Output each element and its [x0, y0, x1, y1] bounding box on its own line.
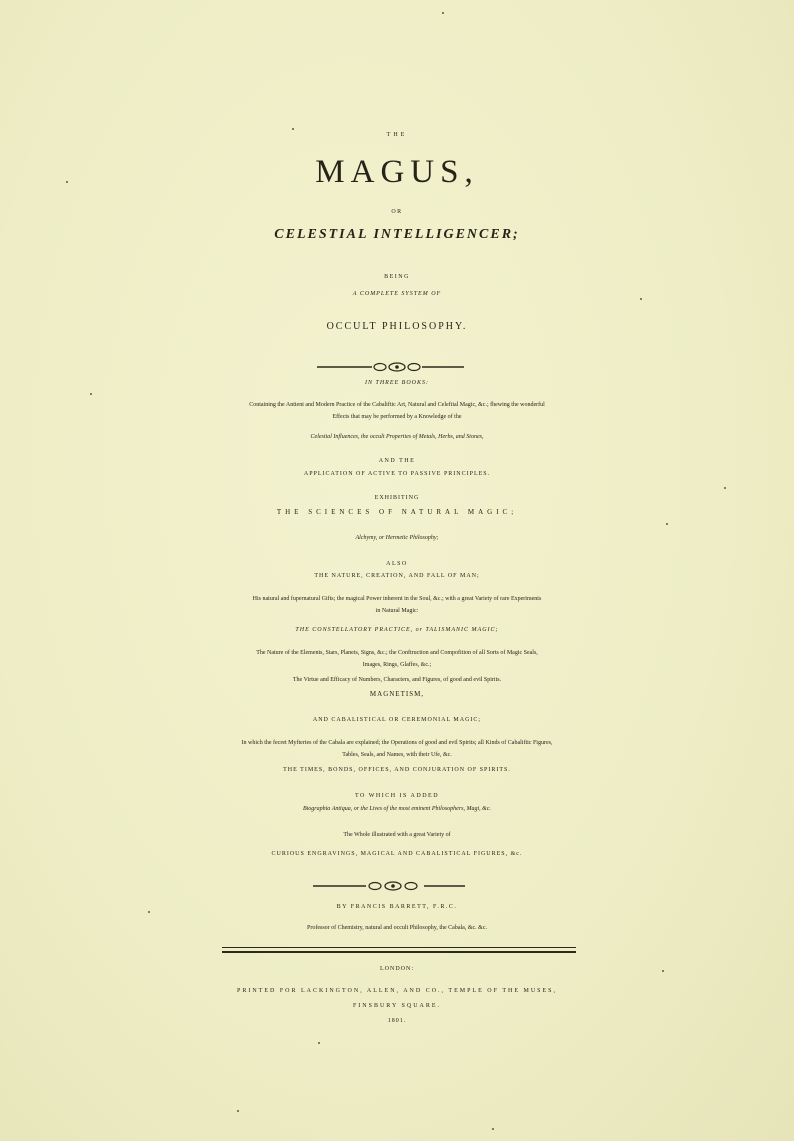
- contents-line-1: Containing the Antient and Modern Practice of the Cabaliftic Art, Natural and Celeftial Magic, &c.; fhewing the wonderful: [249, 402, 545, 408]
- celestial-influences-line: Celestial Influences, the occult Properties of Metals, Herbs, and Stones,: [310, 434, 484, 440]
- author-line: BY FRANCIS BARRETT, F.R.C.: [336, 904, 458, 910]
- elements-line-1: The Nature of the Elements, Stars, Planets, Signs, &c.; the Conftruction and Compofition of all Sorts of Magic Seals,: [256, 650, 538, 656]
- magnetism-heading: MAGNETISM,: [369, 690, 425, 698]
- nature-creation-fall-line: THE NATURE, CREATION, AND FALL OF MAN;: [314, 573, 480, 579]
- subtitle-celestial-intelligencer: CELESTIAL INTELLIGENCER;: [274, 227, 520, 242]
- square-line: FINSBURY SQUARE.: [352, 1003, 442, 1009]
- ornament-divider-top: [0, 360, 794, 374]
- and-the: AND THE: [378, 458, 416, 464]
- imprint-year: 1801.: [387, 1018, 407, 1024]
- author-credentials: Professor of Chemistry, natural and occult Philosophy, the Cabala, &c. &c.: [306, 925, 488, 931]
- alchymy-line: Alchymy, or Hermetic Philosophy;: [355, 535, 439, 541]
- cabalistical-magic-line: AND CABALISTICAL OR CEREMONIAL MAGIC;: [312, 717, 482, 723]
- to-which-is-added: TO WHICH IS ADDED: [354, 793, 440, 799]
- biographia-antiqua-line: Biographia Antiqua, or the Lives of the most eminent Philosophers, Magi, &c.: [302, 806, 492, 812]
- double-rule-top: [222, 947, 576, 948]
- sciences-natural-magic-line: THE SCIENCES OF NATURAL MAGIC;: [276, 508, 518, 516]
- imprint-place: LONDON:: [380, 966, 414, 972]
- double-rule-bottom: [222, 951, 576, 953]
- gifts-line-2: in Natural Magic:: [375, 608, 419, 614]
- occult-philosophy-heading: OCCULT PHILOSOPHY.: [326, 321, 468, 332]
- virtue-efficacy-line: The Virtue and Efficacy of Numbers, Characters, and Figures, of good and evil Spirits.: [292, 677, 502, 683]
- cabala-line-1: In which the fecret Myfteries of the Cabala are explained; the Operations of good and evil Spirits; all Kinds of Cabaliftic Figures,: [241, 740, 553, 746]
- contents-line-2: Effects that may be performed by a Knowledge of the: [332, 414, 462, 420]
- complete-system-line: A COMPLETE SYSTEM OF: [352, 291, 442, 297]
- main-title: MAGUS,: [315, 154, 479, 190]
- three-books-heading: IN THREE BOOKS:: [365, 380, 429, 386]
- constellatory-practice-line: THE CONSTELLATORY PRACTICE, or TALISMANIC MAGIC;: [295, 627, 499, 633]
- printer-line: PRINTED FOR LACKINGTON, ALLEN, AND CO., TEMPLE OF THE MUSES,: [236, 988, 557, 994]
- word-exhibiting: EXHIBITING: [374, 495, 420, 501]
- application-principles-line: APPLICATION OF ACTIVE TO PASSIVE PRINCIPLES.: [303, 471, 491, 477]
- illustrated-line: The Whole illustrated with a great Variety of: [343, 832, 451, 838]
- conjunction-or: OR: [391, 209, 403, 215]
- ornament-divider-bottom: [0, 879, 794, 893]
- cabala-line-2: Tables, Seals, and Names, with their Ufe, &c.: [342, 752, 452, 758]
- times-bonds-offices-line: THE TIMES, BONDS, OFFICES, AND CONJURATION OF SPIRITS.: [283, 767, 511, 773]
- heading-the: THE: [386, 132, 408, 138]
- word-also: ALSO: [386, 561, 408, 567]
- gifts-line-1: His natural and fupernatural Gifts; the magical Power inherent in the Soul, &c.; with a great Variety of rare Experiments: [252, 596, 542, 602]
- elements-line-2: Images, Rings, Glaffes, &c.;: [362, 662, 432, 668]
- word-being: BEING: [384, 274, 410, 280]
- curious-engravings-line: CURIOUS ENGRAVINGS, MAGICAL AND CABALISTICAL FIGURES, &c.: [271, 851, 523, 857]
